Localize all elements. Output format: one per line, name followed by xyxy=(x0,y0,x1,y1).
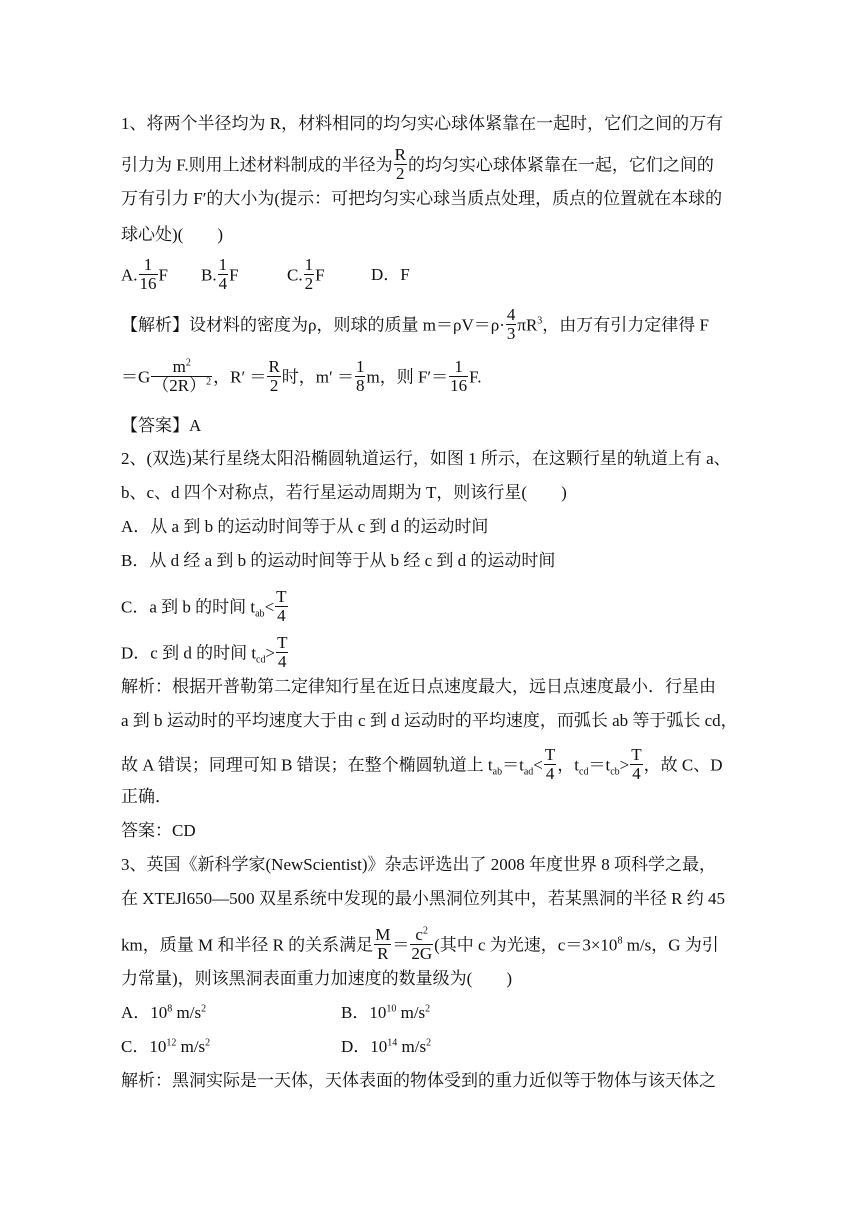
fraction xyxy=(394,146,407,183)
fraction xyxy=(355,358,366,395)
q3-option-b xyxy=(341,1002,430,1024)
numerator: 1 xyxy=(355,357,365,376)
q2-option-d xyxy=(121,633,289,673)
unit: m/s xyxy=(396,1003,426,1022)
numerator xyxy=(151,358,212,377)
subscript: ab xyxy=(255,608,265,620)
numerator: 1 xyxy=(449,358,468,377)
denominator: 4 xyxy=(277,605,286,625)
denominator: 16 xyxy=(450,375,468,395)
exponent: 2 xyxy=(425,1003,431,1015)
solution-text: ，由万有引力定律得 F xyxy=(542,315,710,335)
denominator: 4 xyxy=(545,763,555,783)
fraction xyxy=(151,358,212,395)
solution-text: ，t xyxy=(557,755,580,775)
q3-option-d xyxy=(341,1036,431,1058)
q2-solution-line-1: 解析：根据开普勒第二定律知行星在近日点速度最大，远日点速度最小．行星由 xyxy=(121,677,716,696)
fraction xyxy=(449,358,468,395)
unit: m/s xyxy=(397,1037,427,1056)
denominator: 8 xyxy=(355,375,365,395)
q2-solution-line-2: a 到 b 运动时的平均速度大于由 c 到 d 运动时的平均速度，而弧长 ab 等于弧长 cd， xyxy=(121,711,738,730)
numerator: T xyxy=(631,745,642,764)
solution-text: ，故 C、D xyxy=(643,755,723,775)
denominator xyxy=(151,377,212,395)
fraction xyxy=(139,256,158,293)
solution-text: m，则 F′＝ xyxy=(366,367,449,387)
exponent: 12 xyxy=(166,1037,177,1049)
fraction xyxy=(410,926,433,963)
subscript: cd xyxy=(579,766,589,778)
solution-text: ＝G xyxy=(121,367,151,387)
q1-stem-line-3: 万有引力 F′的大小为(提示：可把均匀实心球当质点处理，质点的位置就在本球的 xyxy=(121,189,723,208)
exponent: 8 xyxy=(617,935,623,947)
solution-text: πR xyxy=(517,315,538,335)
numerator: R xyxy=(268,357,280,376)
denominator: 4 xyxy=(278,651,287,671)
numerator xyxy=(410,926,433,945)
q1-stem-line-4: 球心处)( ) xyxy=(121,225,223,244)
subscript: ad xyxy=(523,766,534,778)
q1-option-d: D．F xyxy=(371,265,410,285)
fraction xyxy=(544,746,556,783)
stem-text: km，质量 M 和半径 R 的关系满足 xyxy=(121,935,374,955)
q3-solution-line-1: 解析：黑洞实际是一天体，天体表面的物体受到的重力近似等于物体与该天体之 xyxy=(121,1071,716,1090)
denominator: 2 xyxy=(304,273,314,293)
q3-stem-line-3 xyxy=(121,925,719,965)
q3-stem-line-2: 在 XTEJl650—500 双星系统中发现的最小黑洞位列其中，若某黑洞的半径 R 约 45 xyxy=(121,889,725,908)
option-label: B. xyxy=(201,265,217,285)
option-text: F xyxy=(158,265,168,285)
exponent: 2 xyxy=(422,925,428,937)
fraction xyxy=(267,358,280,395)
q3-stem-line-4: 力常量)，则该黑洞表面重力加速度的数量级为( ) xyxy=(121,969,512,988)
q1-text: 的均匀实心球体紧靠在一起，它们之间的 xyxy=(407,155,714,175)
solution-text: ＝t xyxy=(502,755,524,775)
q3-options-row-1 xyxy=(121,1002,430,1024)
numerator: M xyxy=(375,925,391,944)
denominator: 4 xyxy=(218,273,228,293)
numerator: 4 xyxy=(506,305,516,324)
fraction xyxy=(630,746,642,783)
fraction xyxy=(276,634,288,671)
relation: < xyxy=(533,755,543,775)
option-text: C．10 xyxy=(121,1037,167,1056)
q1-options xyxy=(121,255,410,295)
q2-stem-line-2: b、c、d 四个对称点，若行星运动周期为 T，则该行星( ) xyxy=(121,483,567,502)
subscript: ab xyxy=(492,766,503,778)
q2-solution-line-4: 正确． xyxy=(121,787,172,806)
stem-text: (其中 c 为光速，c＝3×10 xyxy=(434,935,618,955)
denominator-text: （2R） xyxy=(152,375,207,395)
q1-solution-line-1 xyxy=(121,305,710,345)
denominator: 2G xyxy=(411,943,433,963)
denominator: 2 xyxy=(269,375,279,395)
numerator: T xyxy=(277,633,288,652)
exponent: 3 xyxy=(537,315,543,327)
solution-text: F. xyxy=(469,367,482,387)
exponent: 10 xyxy=(386,1003,397,1015)
exponent: 2 xyxy=(205,1037,211,1049)
fraction xyxy=(506,306,517,343)
subscript: cb xyxy=(610,766,620,778)
q2-option-b: B．从 d 经 a 到 b 的运动时间等于从 b 经 c 到 d 的运动时间 xyxy=(121,551,556,570)
q2-solution-line-3 xyxy=(121,745,723,785)
fraction xyxy=(218,256,229,293)
q1-answer: 【答案】A xyxy=(121,416,202,435)
numerator: R xyxy=(394,145,406,164)
solution-text: ＝t xyxy=(588,755,611,775)
q1-option-c xyxy=(287,255,371,295)
solution-text: ，R′ ＝ xyxy=(213,367,267,387)
solution-text: 【解析】设材料的密度为ρ，则球的质量 m＝ρV＝ρ· xyxy=(121,315,505,335)
denominator: R xyxy=(377,943,389,963)
denominator: 3 xyxy=(506,323,516,343)
option-text: D．c 到 d 的时间 t xyxy=(121,643,257,663)
q2-answer: 答案：CD xyxy=(121,821,196,840)
q1-option-b xyxy=(201,255,287,295)
numerator: T xyxy=(276,587,287,606)
q3-option-c xyxy=(121,1036,341,1058)
solution-text: 故 A 错误；同理可知 B 错误；在整个椭圆轨道上 t xyxy=(121,755,493,775)
exponent: 2 xyxy=(206,376,212,388)
exponent: 2 xyxy=(201,1003,207,1015)
q1-option-a xyxy=(121,255,201,295)
q3-option-a xyxy=(121,1002,341,1024)
q1-stem-line-1: 1、将两个半径均为 R，材料相同的均匀实心球体紧靠在一起时，它们之间的万有 xyxy=(121,114,724,133)
q3-options-row-2 xyxy=(121,1036,431,1058)
option-text: D．10 xyxy=(341,1037,388,1056)
option-text: F xyxy=(315,265,325,285)
option-label: C. xyxy=(287,265,303,285)
unit: m/s xyxy=(176,1037,206,1056)
relation: < xyxy=(264,597,275,617)
numerator: 1 xyxy=(218,255,228,274)
exponent: 2 xyxy=(185,357,191,369)
denominator: 2 xyxy=(396,163,405,183)
q2-option-a: A．从 a 到 b 的运动时间等于从 c 到 d 的运动时间 xyxy=(121,517,489,536)
denominator: 16 xyxy=(139,273,157,293)
fraction xyxy=(275,588,287,625)
numerator: 1 xyxy=(139,256,158,275)
q2-stem-line-1: 2、(双选)某行星绕太阳沿椭圆轨道运行，如图 1 所示，在这颗行星的轨道上有 a、 xyxy=(121,449,731,468)
exponent: 8 xyxy=(167,1003,173,1015)
numerator: 1 xyxy=(304,255,314,274)
q1-solution-line-2 xyxy=(121,357,482,397)
denominator: 4 xyxy=(632,763,641,783)
numerator-text: m xyxy=(172,357,186,376)
option-text: A．10 xyxy=(121,1003,168,1022)
subscript: cd xyxy=(256,654,266,666)
stem-text: ＝ xyxy=(392,935,410,955)
option-text: B．10 xyxy=(341,1003,387,1022)
q1-stem-line-2 xyxy=(121,145,714,185)
relation: > xyxy=(265,643,276,663)
option-label: A. xyxy=(121,265,138,285)
q1-text: 引力为 F.则用上述材料制成的半径为 xyxy=(121,155,393,175)
q2-option-c xyxy=(121,587,289,627)
stem-text: m/s，G 为引 xyxy=(622,935,719,955)
option-text: F xyxy=(229,265,239,285)
relation: > xyxy=(619,755,630,775)
fraction xyxy=(304,256,315,293)
fraction xyxy=(374,926,391,963)
exponent: 2 xyxy=(426,1037,432,1049)
option-text: C．a 到 b 的时间 t xyxy=(121,597,256,617)
solution-text: 时，m′ ＝ xyxy=(281,367,354,387)
q3-stem-line-1: 3、英国《新科学家(NewScientist)》杂志评选出了 2008 年度世界 8 项科学之最， xyxy=(121,855,716,874)
exponent: 14 xyxy=(387,1037,398,1049)
numerator: T xyxy=(544,745,556,764)
numerator-text: c xyxy=(415,925,423,944)
unit: m/s xyxy=(172,1003,202,1022)
